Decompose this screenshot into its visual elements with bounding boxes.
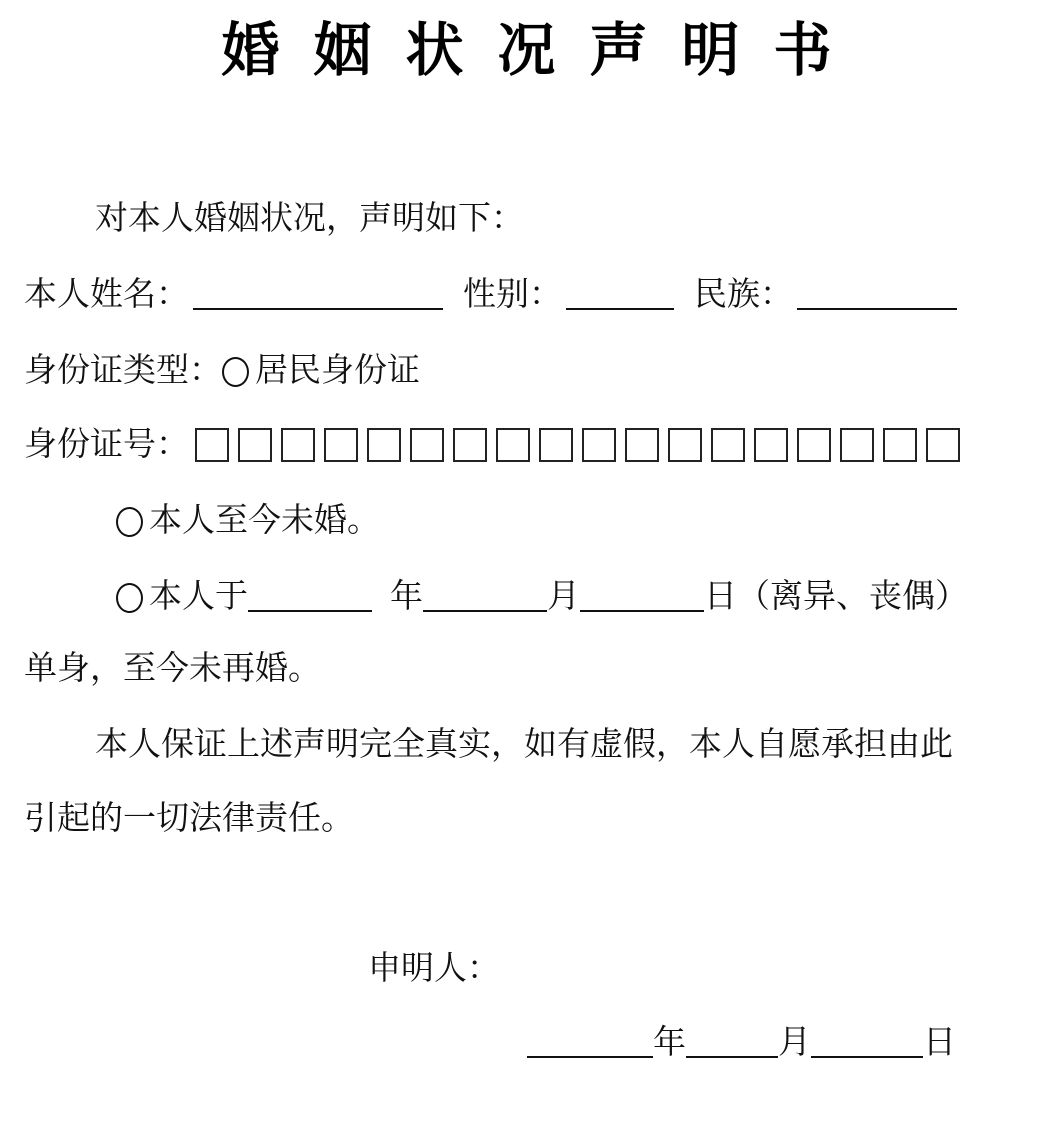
id-digit-box[interactable] (281, 428, 315, 462)
id-type-label: 身份证类型： (24, 350, 222, 389)
single-since-prefix: 本人于 (149, 576, 248, 615)
id-digit-box[interactable] (453, 428, 487, 462)
id-digit-box[interactable] (539, 428, 573, 462)
intro-line (95, 196, 524, 240)
sign-date-month-field[interactable] (686, 1026, 778, 1058)
intro-text: 对本人婚姻状况，声明如下： (95, 198, 524, 237)
personal-info-line (24, 272, 957, 316)
name-field[interactable] (193, 278, 443, 310)
id-digit-box[interactable] (797, 428, 831, 462)
id-type-radio-circle-icon[interactable] (222, 357, 249, 387)
sign-date-line (527, 1020, 956, 1064)
single-since-day-unit: 日 (704, 576, 737, 615)
id-digit-box[interactable] (195, 428, 229, 462)
single-since-radio-circle-icon[interactable] (116, 583, 143, 613)
single-since-month-unit: 月 (547, 576, 580, 615)
id-digit-box[interactable] (625, 428, 659, 462)
id-digit-box[interactable] (238, 428, 272, 462)
single-since-continuation: 单身，至今未再婚。 (24, 648, 321, 687)
guarantee-text-2: 引起的一切法律责任。 (24, 798, 354, 837)
guarantee-text-1: 本人保证上述声明完全真实，如有虚假，本人自愿承担由此 (95, 724, 953, 763)
id-digit-box[interactable] (668, 428, 702, 462)
never-married-radio-circle-icon[interactable] (116, 507, 143, 537)
never-married-option[interactable] (116, 498, 380, 542)
gender-field[interactable] (566, 278, 674, 310)
id-digit-box[interactable] (883, 428, 917, 462)
id-digit-box[interactable] (496, 428, 530, 462)
sign-date-day-field[interactable] (811, 1026, 923, 1058)
ethnicity-label: 民族： (694, 274, 793, 313)
single-since-reason: （离异、丧偶） (737, 576, 968, 615)
id-number-line (24, 422, 960, 466)
id-number-label: 身份证号： (24, 424, 189, 463)
id-digit-box[interactable] (324, 428, 358, 462)
never-married-text: 本人至今未婚。 (149, 500, 380, 539)
single-since-continuation-line (24, 646, 321, 690)
sign-date-day-unit: 日 (923, 1022, 956, 1061)
ethnicity-field[interactable] (797, 278, 957, 310)
id-digit-box[interactable] (754, 428, 788, 462)
gender-label: 性别： (463, 274, 562, 313)
id-digit-box[interactable] (582, 428, 616, 462)
single-since-year-field[interactable] (248, 580, 372, 612)
signature-line (368, 946, 500, 990)
id-number-boxes (195, 428, 960, 462)
single-since-day-field[interactable] (580, 580, 704, 612)
sign-date-year-field[interactable] (527, 1026, 653, 1058)
id-digit-box[interactable] (840, 428, 874, 462)
guarantee-line-2 (24, 796, 354, 840)
sign-date-month-unit: 月 (778, 1022, 811, 1061)
name-label: 本人姓名： (24, 274, 189, 313)
single-since-option[interactable] (116, 574, 968, 618)
single-since-month-field[interactable] (423, 580, 547, 612)
guarantee-line-1 (95, 722, 953, 766)
single-since-year-unit: 年 (390, 576, 423, 615)
id-type-option-label[interactable]: 居民身份证 (255, 350, 420, 389)
sign-date-year-unit: 年 (653, 1022, 686, 1061)
id-digit-box[interactable] (410, 428, 444, 462)
id-digit-box[interactable] (711, 428, 745, 462)
document-title: 婚姻状况声明书 (221, 16, 866, 84)
id-digit-box[interactable] (926, 428, 960, 462)
id-digit-box[interactable] (367, 428, 401, 462)
signature-label: 申明人： (368, 948, 500, 987)
id-type-line (24, 348, 420, 392)
